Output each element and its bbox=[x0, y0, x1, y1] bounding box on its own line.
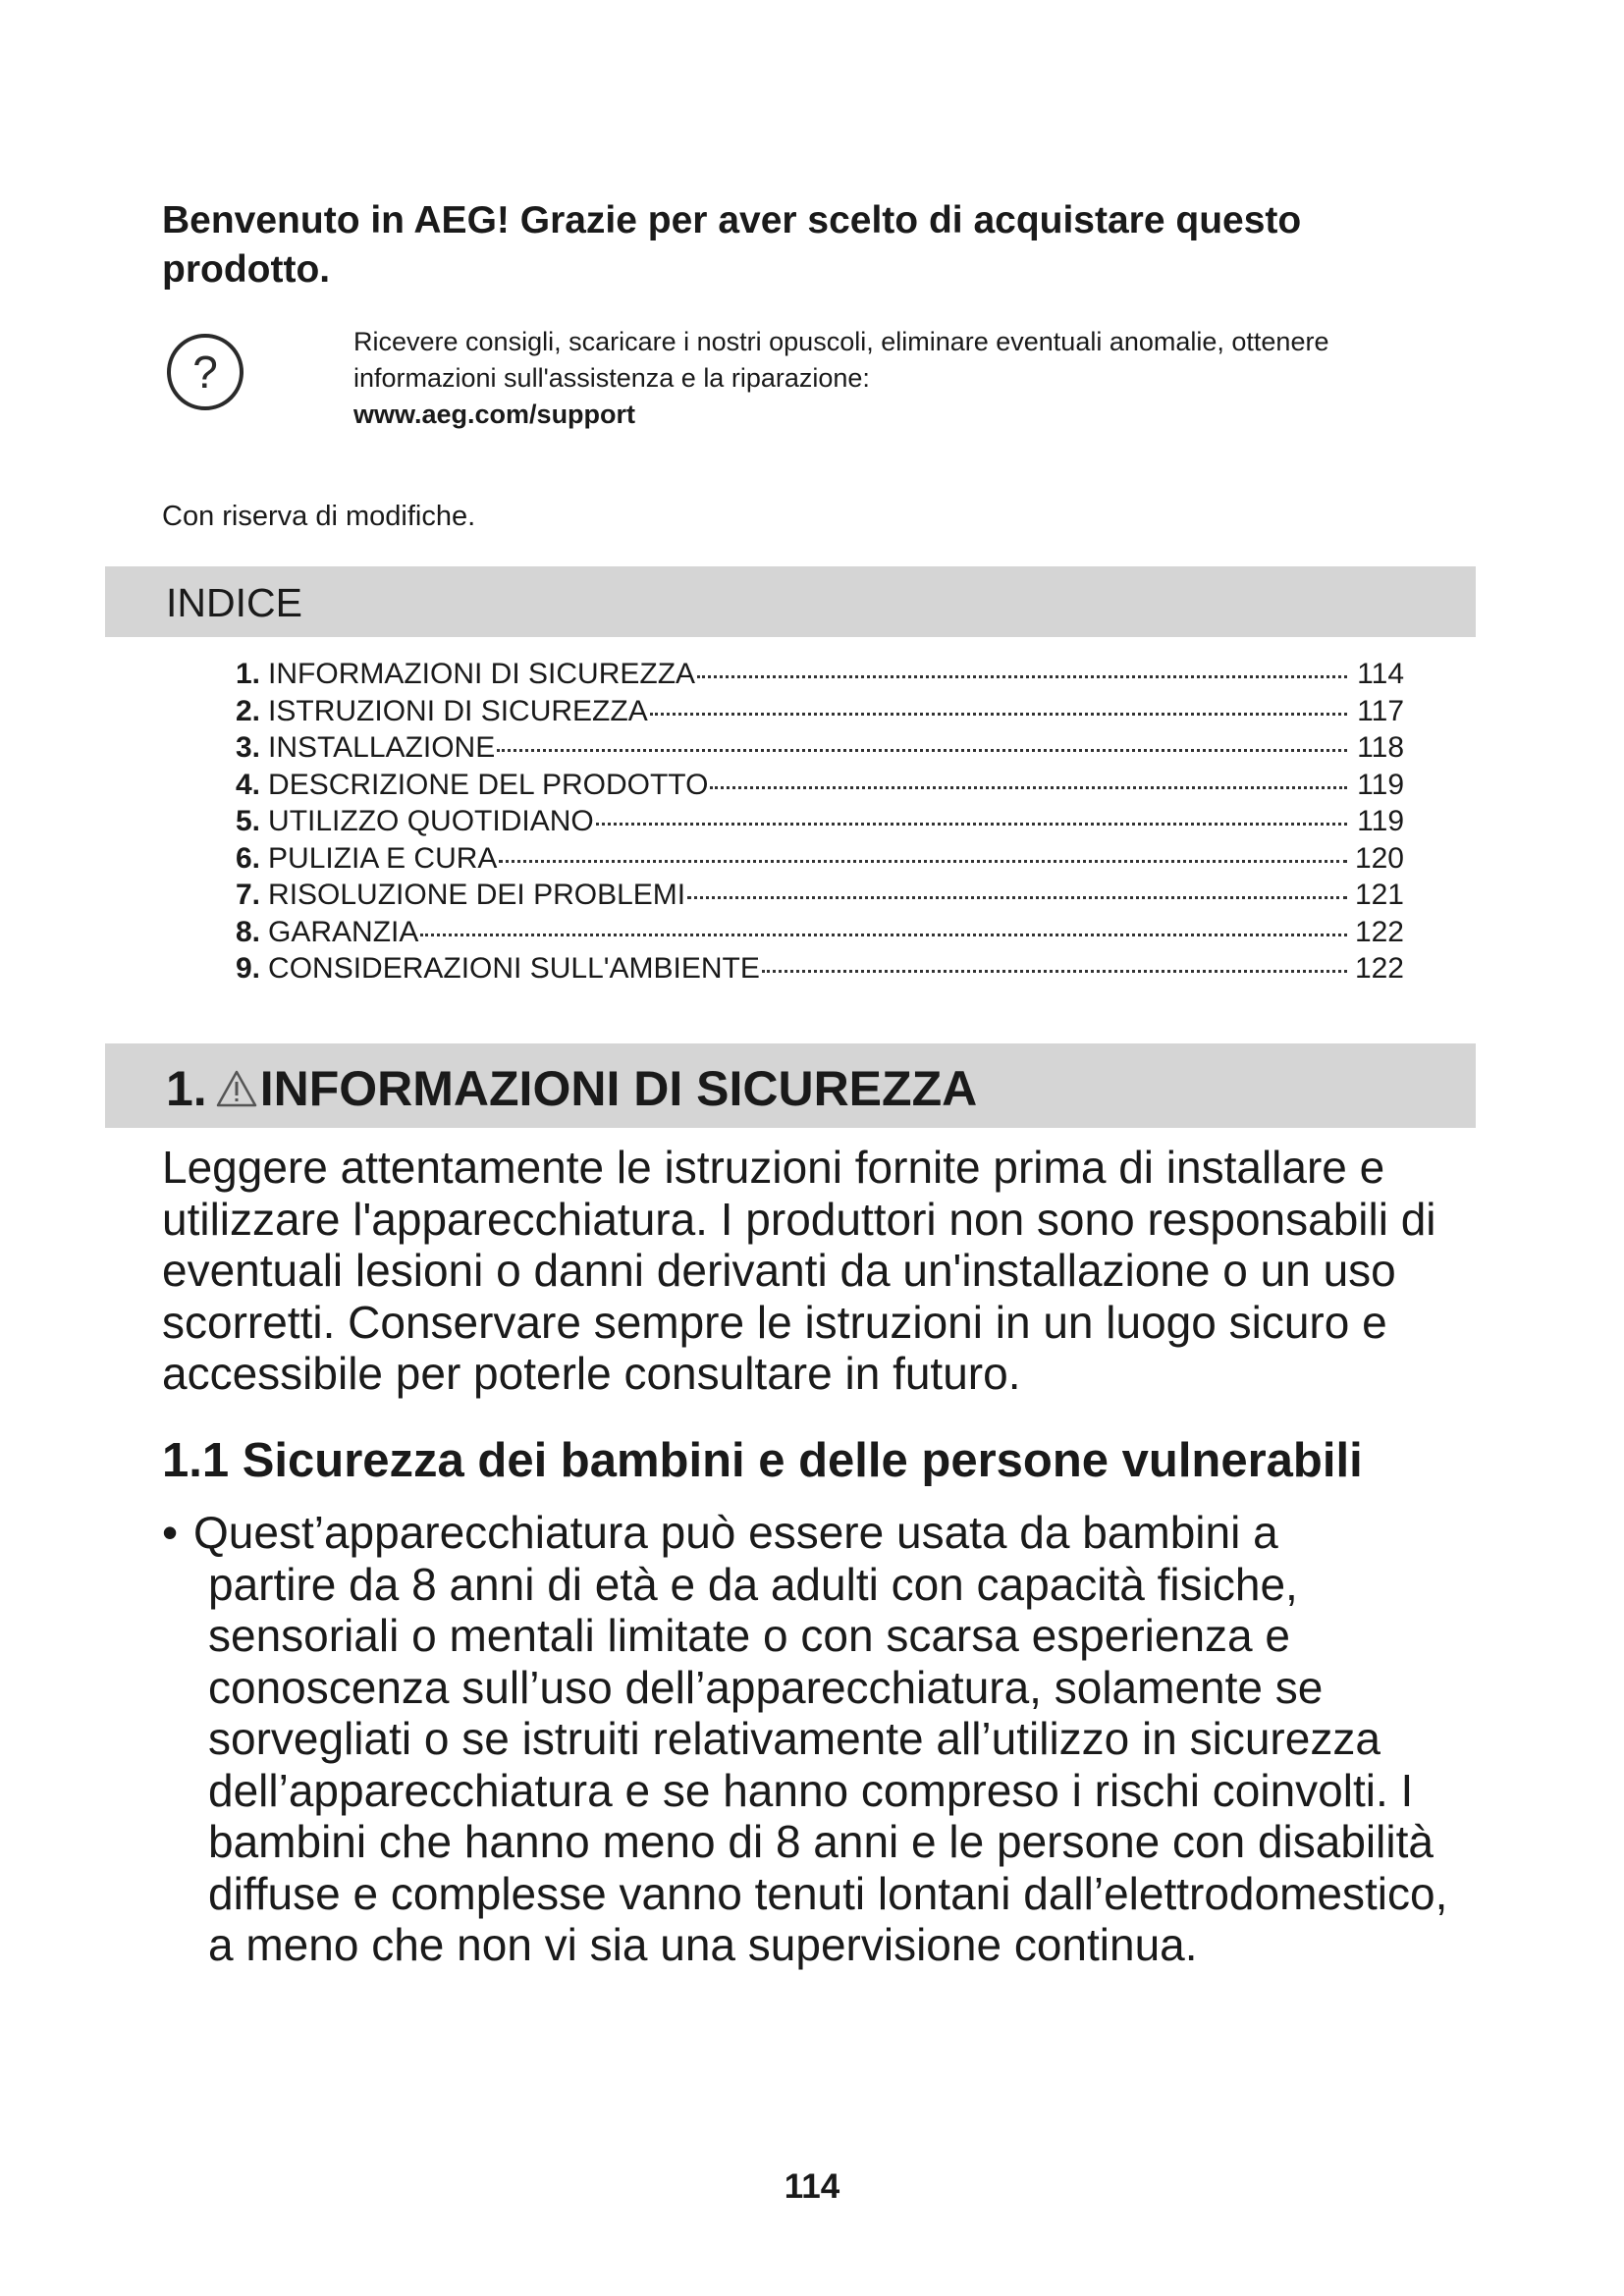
toc-item-number: 6. bbox=[236, 841, 261, 875]
toc-item-number: 8. bbox=[236, 915, 261, 948]
toc-item-label: RISOLUZIONE DEI PROBLEMI bbox=[268, 879, 686, 911]
toc-item-label: GARANZIA bbox=[268, 915, 419, 948]
toc-dot-leader bbox=[420, 934, 1347, 936]
toc-item-number: 4. bbox=[236, 768, 261, 801]
toc-item-page: 122 bbox=[1354, 915, 1404, 948]
page-number: 114 bbox=[784, 2167, 840, 2206]
toc-item-label: CONSIDERAZIONI SULL'AMBIENTE bbox=[268, 952, 760, 985]
toc-item[interactable] bbox=[236, 877, 1404, 914]
warning-triangle-icon bbox=[215, 1069, 258, 1108]
toc-dot-leader bbox=[497, 749, 1347, 752]
toc-item-label: INFORMAZIONI DI SICUREZZA bbox=[268, 658, 696, 690]
toc-dot-leader bbox=[596, 823, 1347, 826]
toc-item[interactable] bbox=[236, 840, 1404, 878]
toc-item-label: UTILIZZO QUOTIDIANO bbox=[268, 805, 594, 837]
section-number: 1. bbox=[166, 1061, 207, 1116]
toc-item-number: 9. bbox=[236, 952, 261, 985]
toc-dot-leader bbox=[697, 675, 1347, 678]
toc-item-number: 7. bbox=[236, 879, 261, 911]
toc-item-page: 120 bbox=[1354, 841, 1404, 875]
section-intro: Leggere attentamente le istruzioni fornite prima di installare e utilizzare l'apparecchiatura. I produttori non sono responsabili di eventuali lesioni o danni derivanti da un'installazione o un uso scorretti. Conservare sempre le istruzioni in un luogo sicuro e accessibile per poterle consultare in futuro. bbox=[162, 1142, 1436, 1399]
bullet-first-line: Quest’apparecchiatura può essere usata da bambini a bbox=[193, 1507, 1278, 1558]
toc-item-number: 5. bbox=[236, 805, 261, 837]
toc-item[interactable] bbox=[236, 914, 1404, 951]
bullet-text bbox=[193, 1507, 1478, 1971]
toc-item-label: INSTALLAZIONE bbox=[268, 731, 496, 764]
toc-item-number: 1. bbox=[236, 658, 261, 690]
section-title bbox=[166, 1061, 977, 1116]
toc-item[interactable] bbox=[236, 693, 1404, 730]
section-header bbox=[105, 1043, 1476, 1128]
toc-item-page: 118 bbox=[1357, 731, 1404, 764]
list-item bbox=[162, 1507, 1478, 1971]
toc-dot-leader bbox=[499, 860, 1347, 863]
toc-item-label: ISTRUZIONI DI SICUREZZA bbox=[268, 694, 648, 727]
toc-dot-leader bbox=[762, 970, 1347, 973]
toc-item-page: 122 bbox=[1354, 952, 1404, 985]
toc-item-page: 117 bbox=[1357, 694, 1404, 727]
toc-item-page: 114 bbox=[1357, 658, 1404, 690]
toc-item[interactable] bbox=[236, 803, 1404, 840]
toc-dot-leader bbox=[710, 786, 1347, 789]
index-title: INDICE bbox=[166, 580, 302, 625]
reserve-note: Con riserva di modifiche. bbox=[162, 501, 476, 532]
toc-item-number: 2. bbox=[236, 694, 261, 727]
support-info bbox=[353, 324, 1453, 433]
toc-item-page: 121 bbox=[1354, 879, 1404, 911]
toc-item[interactable] bbox=[236, 729, 1404, 767]
question-circle-icon bbox=[165, 332, 245, 412]
toc-item-label: PULIZIA E CURA bbox=[268, 841, 498, 875]
toc-item-page: 119 bbox=[1357, 805, 1404, 837]
subsection-title: 1.1 Sicurezza dei bambini e delle persone vulnerabili bbox=[162, 1434, 1363, 1487]
toc-dot-leader bbox=[650, 713, 1347, 716]
support-link[interactable]: www.aeg.com/support bbox=[353, 400, 636, 429]
toc-item-label: DESCRIZIONE DEL PRODOTTO bbox=[268, 768, 709, 801]
toc-item-number: 3. bbox=[236, 731, 261, 764]
section-title-text: INFORMAZIONI DI SICUREZZA bbox=[259, 1061, 978, 1116]
index-header bbox=[105, 566, 1476, 637]
svg-text:?: ? bbox=[192, 347, 218, 398]
toc-item[interactable] bbox=[236, 767, 1404, 804]
toc-dot-leader bbox=[687, 896, 1347, 899]
toc-item-page: 119 bbox=[1357, 768, 1404, 801]
toc-item[interactable] bbox=[236, 950, 1404, 988]
bullet-continuation: partire da 8 anni di età e da adulti con capacità fisiche, sensoriali o mentali limitate o con scarsa esperienza e conoscenza sull’uso dell’apparecchiatura, solamente se sorvegliati o se istruiti relativamente all’utilizzo in sicurezza dell’apparecchiatura e se hanno compreso i rischi coinvolti. I bambini che hanno meno di 8 anni e le persone con disabilità diffuse e complesse vanno tenuti lontani dall’elettrodomestico, a meno che non vi sia una supervisione continua. bbox=[208, 1558, 1448, 1970]
support-text: Ricevere consigli, scaricare i nostri opuscoli, eliminare eventuali anomalie, ottenere informazioni sull'assistenza e la riparazione: bbox=[353, 327, 1329, 393]
table-of-contents bbox=[236, 656, 1404, 988]
toc-item[interactable] bbox=[236, 656, 1404, 693]
welcome-heading: Benvenuto in AEG! Grazie per aver scelto di acquistare questo prodotto. bbox=[162, 199, 1302, 291]
bullet-mark: • bbox=[162, 1507, 179, 1558]
